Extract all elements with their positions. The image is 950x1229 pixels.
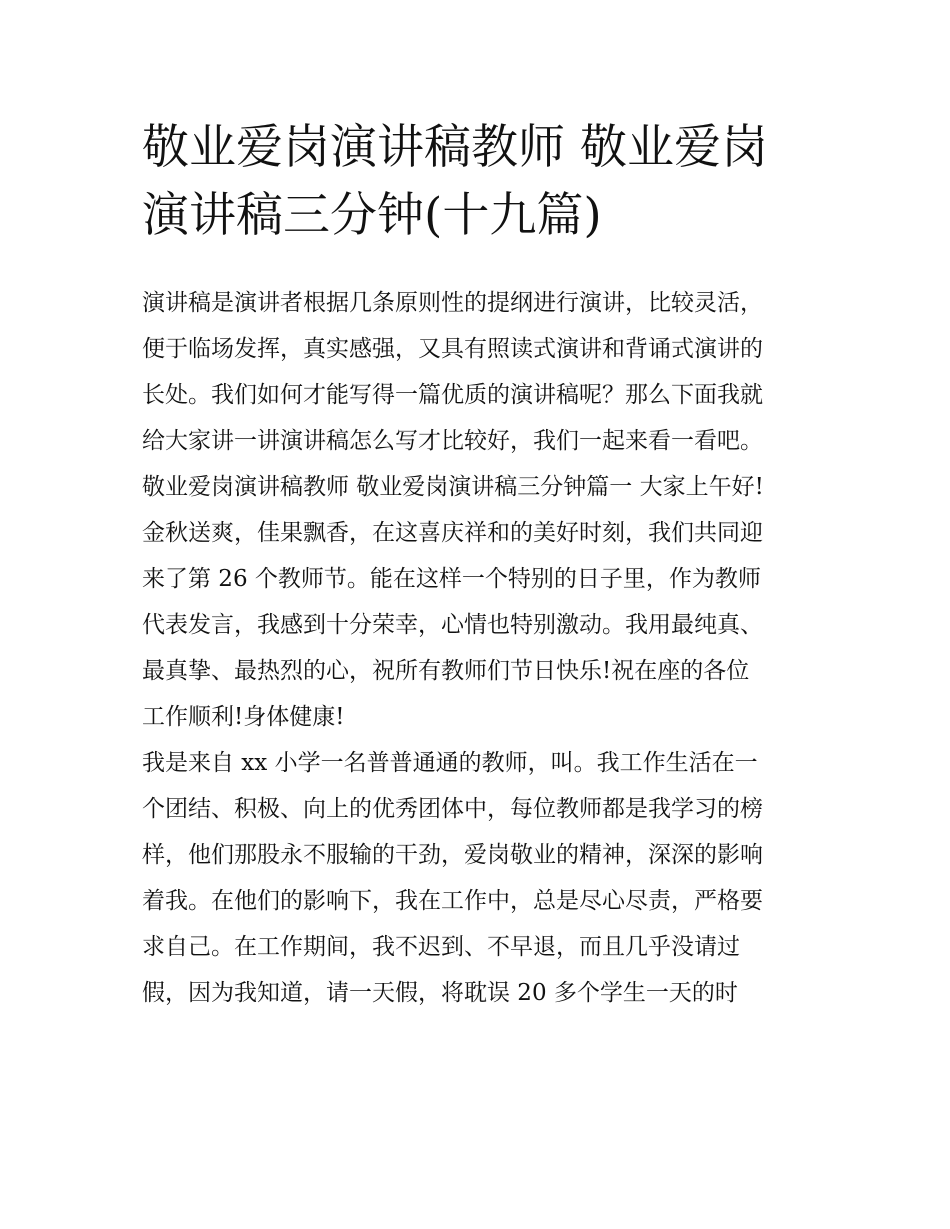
body-line: 样，他们那股永不服输的干劲，爱岗敬业的精神，深深的影响 [142, 842, 763, 868]
body-line: 代表发言，我感到十分荣幸，心情也特别激动。我用最纯真、 [142, 612, 763, 638]
body-line: 敬业爱岗演讲稿教师 敬业爱岗演讲稿三分钟篇一 大家上午好! [142, 474, 764, 500]
body-line: 给大家讲一讲演讲稿怎么写才比较好，我们一起来看一看吧。 [142, 428, 763, 454]
body-line: 便于临场发挥，真实感强，又具有照读式演讲和背诵式演讲的 [142, 336, 763, 362]
title-line: 敬业爱岗演讲稿教师 敬业爱岗 [142, 120, 768, 175]
body-line: 演讲稿是演讲者根据几条原则性的提纲进行演讲，比较灵活， [142, 290, 763, 316]
body-line: 个团结、积极、向上的优秀团体中，每位教师都是我学习的榜 [142, 796, 763, 822]
document-body [142, 280, 822, 1016]
body-line: 求自己。在工作期间，我不迟到、不早退，而且几乎没请过 [142, 934, 740, 960]
body-line: 假，因为我知道，请一天假，将耽误 20 多个学生一天的时 [142, 980, 738, 1006]
body-line: 最真挚、最热烈的心，祝所有教师们节日快乐!祝在座的各位 [142, 658, 750, 684]
title-line: 演讲稿三分钟(十九篇) [142, 188, 602, 243]
body-line: 着我。在他们的影响下，我在工作中，总是尽心尽责，严格要 [142, 888, 763, 914]
body-line: 来了第 26 个教师节。能在这样一个特别的日子里，作为教师 [142, 566, 761, 592]
body-line: 我是来自 xx 小学一名普普通通的教师，叫。我工作生活在一 [142, 750, 758, 776]
body-line: 工作顺利!身体健康! [142, 704, 345, 730]
document-title [142, 114, 822, 250]
body-line: 长处。我们如何才能写得一篇优质的演讲稿呢？那么下面我就 [142, 382, 763, 408]
body-line: 金秋送爽，佳果飘香，在这喜庆祥和的美好时刻，我们共同迎 [142, 520, 763, 546]
